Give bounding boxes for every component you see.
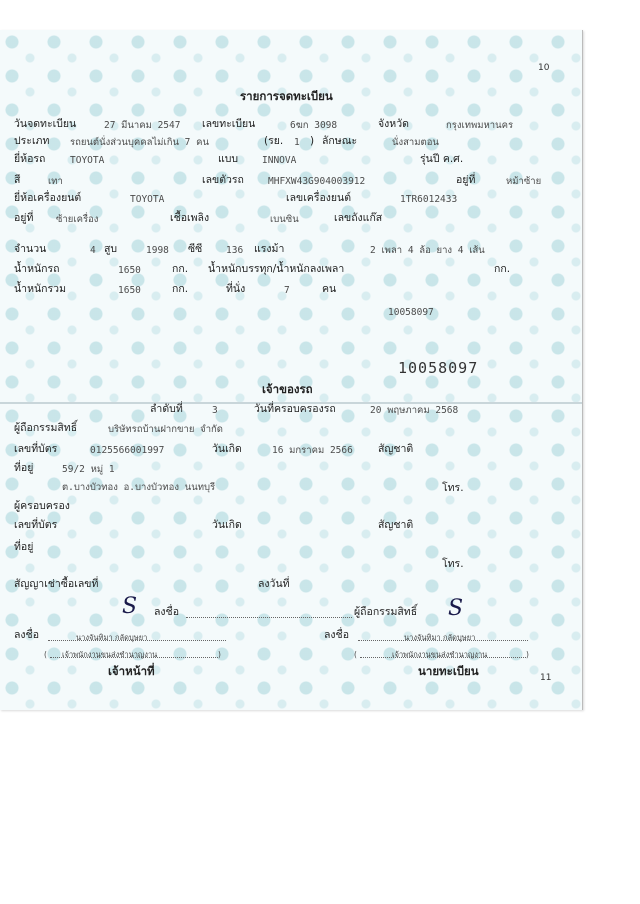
registration-sheet [0,30,583,710]
code-label: (รย. [264,135,284,147]
engine-brand-value: TOYOTA [130,194,165,205]
possession-date-value: 20 พฤษภาคม 2568 [370,405,459,416]
seats-unit: คน [322,283,337,295]
contract-label: สัญญาเช่าซื้อเลขที่ [14,578,99,590]
reg-date-value: 27 มีนาคม 2547 [104,120,181,131]
chassis-label: เลขตัวรถ [202,174,244,186]
cylinders-value: 4 [90,245,96,256]
gross-weight-unit: กก. [172,283,189,295]
owner-birth-value: 16 มกราคม 2566 [272,445,353,456]
fuel-value: เบนซิน [270,214,299,225]
page-number-top: 10 [538,63,550,73]
fuel-label: เชื้อเพลิง [170,212,210,224]
seats-value: 7 [284,285,290,296]
gross-weight-value: 1650 [118,285,141,296]
possessor-nationality-label: สัญชาติ [378,519,414,531]
possessor-tel-label: โทร. [442,558,464,570]
officer-label: เจ้าหน้าที่ [108,664,155,678]
cc-label: ซีซี [188,243,203,255]
color-value: เทา [48,176,63,187]
possessor-label: ผู้ครอบครอง [14,500,70,512]
weight-label: น้ำหนักรถ [14,263,60,275]
right-sign-label: ลงชื่อ [324,629,349,641]
possessor-birth-label: วันเกิด [212,519,242,531]
model-value: INNOVA [262,155,297,166]
plate-value: 6ฆก 3098 [290,120,338,131]
sign-label: ลงชื่อ [154,606,179,618]
owner-nationality-label: สัญชาติ [378,443,414,455]
plate-label: เลขทะเบียน [202,118,256,130]
order-label: ลำดับที่ [150,403,183,415]
cylinders-label: จำนวน [14,243,47,255]
right-officer-name: นางจันทิมา กลัดบุษยา [404,633,476,642]
owner-birth-label: วันเกิด [212,443,242,455]
serial-number-small: 10058097 [388,307,434,318]
left-officer-name: นางจันทิมา กลัดบุษยา [76,633,148,642]
cylinders-unit: สูบ [104,243,118,255]
serial-number-stamp: 10058097 [398,362,479,374]
possession-date-label: วันที่ครอบครองรถ [254,403,336,415]
color-label: สี [14,174,21,186]
weight-unit: กก. [172,263,189,275]
left-sign-label: ลงชื่อ [14,629,39,641]
engine-location-label: อยู่ที่ [14,212,34,224]
order-value: 3 [212,405,218,416]
model-year-label: รุ่นปี ค.ศ. [420,153,464,165]
engine-brand-label: ยี่ห้อเครื่องยนต์ [14,192,82,204]
owner-id-label: เลขที่บัตร [14,443,58,455]
owner-tel-label: โทร. [442,482,464,494]
right-officer-title: เจ้าพนักงานขนส่งชำนาญงาน [392,650,488,659]
weight-value: 1650 [118,265,141,276]
province-value: กรุงเทพมหานคร [446,120,514,131]
engine-location-value: ซ้ายเครื่อง [56,214,99,225]
brand-value: TOYOTA [70,155,105,166]
holder-sign-label: ผู้ถือกรรมสิทธิ์ [354,606,418,618]
model-label: แบบ [218,153,239,165]
seats-label: ที่นั่ง [226,283,246,295]
left-officer-title: เจ้าพนักงานขนส่งชำนาญงาน [62,650,158,659]
load-label: น้ำหนักบรรทุก/น้ำหนักลงเพลา [208,263,345,275]
brand-label: ยี่ห้อรถ [14,153,46,165]
holder-label: ผู้ถือกรรมสิทธิ์ [14,422,78,434]
code-value: 1 [294,137,300,148]
chassis-location-label: อยู่ที่ [456,174,476,186]
type-label: ประเภท [14,135,50,147]
owner-address-label: ที่อยู่ [14,462,34,474]
cc-value: 1998 [146,245,169,256]
reg-date-label: วันจดทะเบียน [14,118,77,130]
owner-address-line1: 59/2 หมู่ 1 [62,464,115,475]
holder-value: บริษัทรถบ้านฝากขาย จำกัด [108,424,223,435]
style-label: ลักษณะ [322,135,358,147]
axle-value: 2 เพลา 4 ล้อ ยาง 4 เส้น [370,245,485,256]
province-label: จังหวัด [378,118,409,130]
gas-tank-label: เลขถังแก๊ส [334,212,383,224]
possessor-address-label: ที่อยู่ [14,541,34,553]
engine-no-label: เลขเครื่องยนต์ [286,192,352,204]
contract-date-label: ลงวันที่ [258,578,290,590]
style-value: นั่งสามตอน [392,137,439,148]
possessor-id-label: เลขที่บัตร [14,519,58,531]
type-value: รถยนต์นั่งส่วนบุคคลไม่เกิน 7 คน [70,137,209,148]
registration-title: รายการจดทะเบียน [240,89,333,103]
owner-id-value: 0125566001997 [90,445,165,456]
gross-weight-label: น้ำหนักรวม [14,283,66,295]
page-number-bottom: 11 [540,673,552,683]
hp-label: แรงม้า [254,243,285,255]
signature-mark-left: S [122,594,138,619]
owner-address-line2: ต.บางบัวทอง อ.บางบัวทอง นนทบุรี [62,482,216,493]
engine-no-value: 1TR6012433 [400,194,458,205]
chassis-location-value: หม้าซ้าย [506,176,542,187]
signature-mark-right: S [448,596,464,621]
load-unit: กก. [494,263,511,275]
owner-title: เจ้าของรถ [262,382,313,396]
signature-dotted-line [186,617,352,618]
registrar-label: นายทะเบียน [418,664,479,678]
hp-value: 136 [226,245,244,256]
code-close: ) [310,135,315,147]
chassis-value: MHFXW43G904003912 [268,176,366,187]
